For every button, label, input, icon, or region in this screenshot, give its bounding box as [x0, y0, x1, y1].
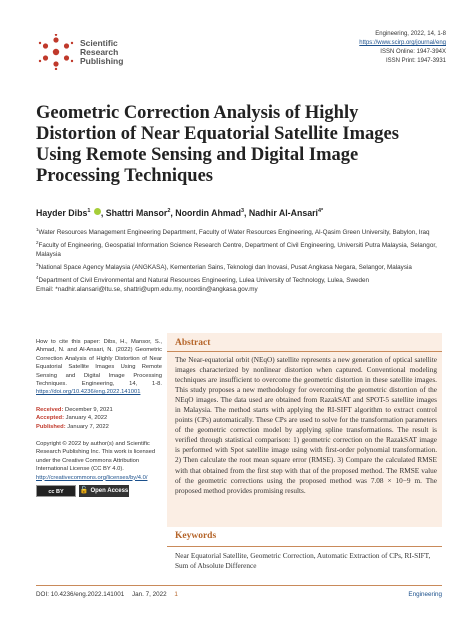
logo-line-1: Scientific — [80, 37, 118, 48]
affiliation-item — [36, 260, 441, 273]
affiliation-item — [36, 238, 441, 260]
license-link[interactable]: http://creativecommons.org/licenses/by/4.0/ — [36, 474, 148, 481]
page-number: 1 — [174, 591, 178, 598]
author-affil-sup: 3 — [240, 208, 245, 215]
abstract-heading: Abstract — [175, 338, 211, 348]
article-sidebar — [36, 338, 162, 497]
abstract-rule — [167, 351, 442, 352]
received-label: Received: — [36, 406, 64, 413]
keywords-text: Near Equatorial Satellite, Geometric Correction, Automatic Extraction of CPs, RI-SIFT, Sum of Absolute Difference — [175, 552, 431, 570]
open-access-label: Open Access — [90, 487, 129, 494]
journal-citation-line: Engineering, 2022, 14, 1-8 — [375, 31, 446, 37]
author-affil-sup: 2 — [167, 208, 171, 215]
published-label: Published: — [36, 423, 66, 430]
article-dates — [36, 406, 162, 431]
how-to-cite — [36, 338, 162, 397]
paper-title: Geometric Correction Analysis of Highly Distortion of Near Equatorial Satellite Images Using Remote Sensing and Digital Image Processing Techniques — [36, 103, 399, 186]
journal-meta — [359, 30, 446, 66]
accepted-date — [36, 414, 162, 422]
affiliation-item — [36, 273, 441, 286]
scirp-logo-icon — [36, 34, 76, 70]
publisher-name — [80, 39, 123, 66]
author-affil-sup: 4* — [318, 208, 324, 215]
author-list: Hayder Dibs$^1$ , Shattri Mansor$^2$, Noordin Ahmad$^3$, Nadhir Al-Ansari$^{4*}$ — [36, 208, 324, 218]
received-value: December 9, 2021 — [65, 406, 113, 413]
doi-link[interactable]: https://doi.org/10.4236/eng.2022.141001 — [36, 389, 141, 396]
affiliation-item — [36, 225, 441, 238]
received-date — [36, 406, 162, 414]
footer-left — [36, 591, 184, 598]
cc-by-badge[interactable]: cc BY — [36, 485, 76, 497]
citation-text: How to cite this paper: Dibs, H., Mansor, S., Ahmad, N. and Al-Ansari, N. (2022) Geometric Correction Analysis of Highly Distortion of Near Equatorial Satellite Images Using Remote Sensing and Digital Image Processing Techniques. Engineering, 14, 1-8. — [36, 339, 162, 388]
journal-url-link[interactable]: https://www.scirp.org/journal/eng — [359, 40, 446, 46]
footer-journal: Engineering — [408, 591, 442, 598]
copyright-text: Copyright © 2022 by author(s) and Scientific Research Publishing Inc. This work is licensed under the Creative Commons Attribution International License (CC BY 4.0). — [36, 441, 156, 473]
author-name[interactable]: Noordin Ahmad — [175, 208, 241, 218]
accepted-value: January 4, 2022 — [65, 415, 108, 422]
author-affil-sup: 1 — [87, 208, 91, 215]
affil-sup: 2 — [36, 239, 39, 245]
publisher-logo[interactable] — [36, 34, 123, 70]
open-access-badge[interactable] — [79, 485, 129, 497]
published-value: January 7, 2022 — [67, 423, 109, 430]
affil-text: Water Resources Management Engineering Department, Faculty of Water Resources Engineering, Al-Qasim Green University, Babylon, Iraq — [38, 229, 430, 237]
accepted-label: Accepted: — [36, 415, 65, 422]
author-name[interactable]: Nadhir Al-Ansari — [248, 208, 318, 218]
journal-header — [36, 30, 446, 74]
orcid-icon[interactable] — [94, 208, 101, 215]
page-footer — [36, 585, 442, 598]
issn-print: ISSN Print: 1947-3931 — [385, 58, 446, 64]
affil-text: National Space Agency Malaysia (ANGKASA), Kementerian Sains, Teknologi dan Inovasi, Pusat Angkasa Negara, Selangor, Malaysia — [38, 264, 412, 272]
affil-text: Department of Civil Environmental and Natural Resources Engineering, Lulea University of Technology, Lulea, Sweden — [38, 276, 370, 284]
affil-sup: 1 — [36, 227, 39, 232]
affiliations — [36, 225, 441, 295]
license-badges — [36, 485, 162, 497]
affil-text: Faculty of Engineering, Geospatial Information Science Research Centre, Department of Civil Engineering, Universiti Putra Malaysia, Selangor, Malaysia — [36, 241, 437, 259]
keywords-heading: Keywords — [175, 531, 217, 541]
open-lock-icon: 🔓 — [79, 486, 89, 494]
footer-date: Jan. 7, 2022 — [131, 591, 167, 598]
keywords-rule — [167, 546, 442, 547]
logo-line-3: Publishing — [80, 55, 124, 66]
author-name[interactable]: Hayder Dibs — [36, 208, 88, 218]
copyright-notice — [36, 440, 162, 482]
footer-doi[interactable]: DOI: 10.4236/eng.2022.141001 — [36, 591, 125, 598]
abstract-text: The Near-equatorial orbit (NEqO) satellite represents a new generation of optical satellite images characterized by nonlinear distortion when captured. Conventional modeling techniques are insufficient to overcome the geometric distortion in these satellite images. This study proposes a new methodology for overcoming the geometric distortion of the NEqO images. The data used are obtained from RazakSAT and SPOT-5 satellite images in Malaysia. The method starts with applying the RI-SIFT algorithm to extract control points (CPs) automatically. These CPs are used to solve for the transformation parameters of the geometric correction model by applying spline transformations. The result is verified through statistical comparison: 1) geometric correction on the RazakSAT image is performed with Spot satellite image using with first-order polynomial transformation. 2) Then calculate the root mean square error (RMSE). 3) Compare the calculated RMSE with that obtained from the first step with that of the proposed method. The RMSE value of the geometric corrections using the proposed method was 7.08 × 10−9 m. The proposed method provides promising results. — [175, 356, 437, 495]
abstract-section — [167, 333, 442, 527]
email-line[interactable]: Email: *nadhir.alansari@ltu.se, shattri@upm.edu.my, noordin@angkasa.gov.my — [36, 286, 258, 294]
affil-sup: 4 — [36, 274, 39, 280]
author-name[interactable]: Shattri Mansor — [105, 208, 168, 218]
logo-line-2: Research — [80, 46, 119, 57]
affil-sup: 3 — [36, 261, 39, 267]
published-date — [36, 423, 162, 431]
issn-online: ISSN Online: 1947-394X — [380, 49, 446, 55]
